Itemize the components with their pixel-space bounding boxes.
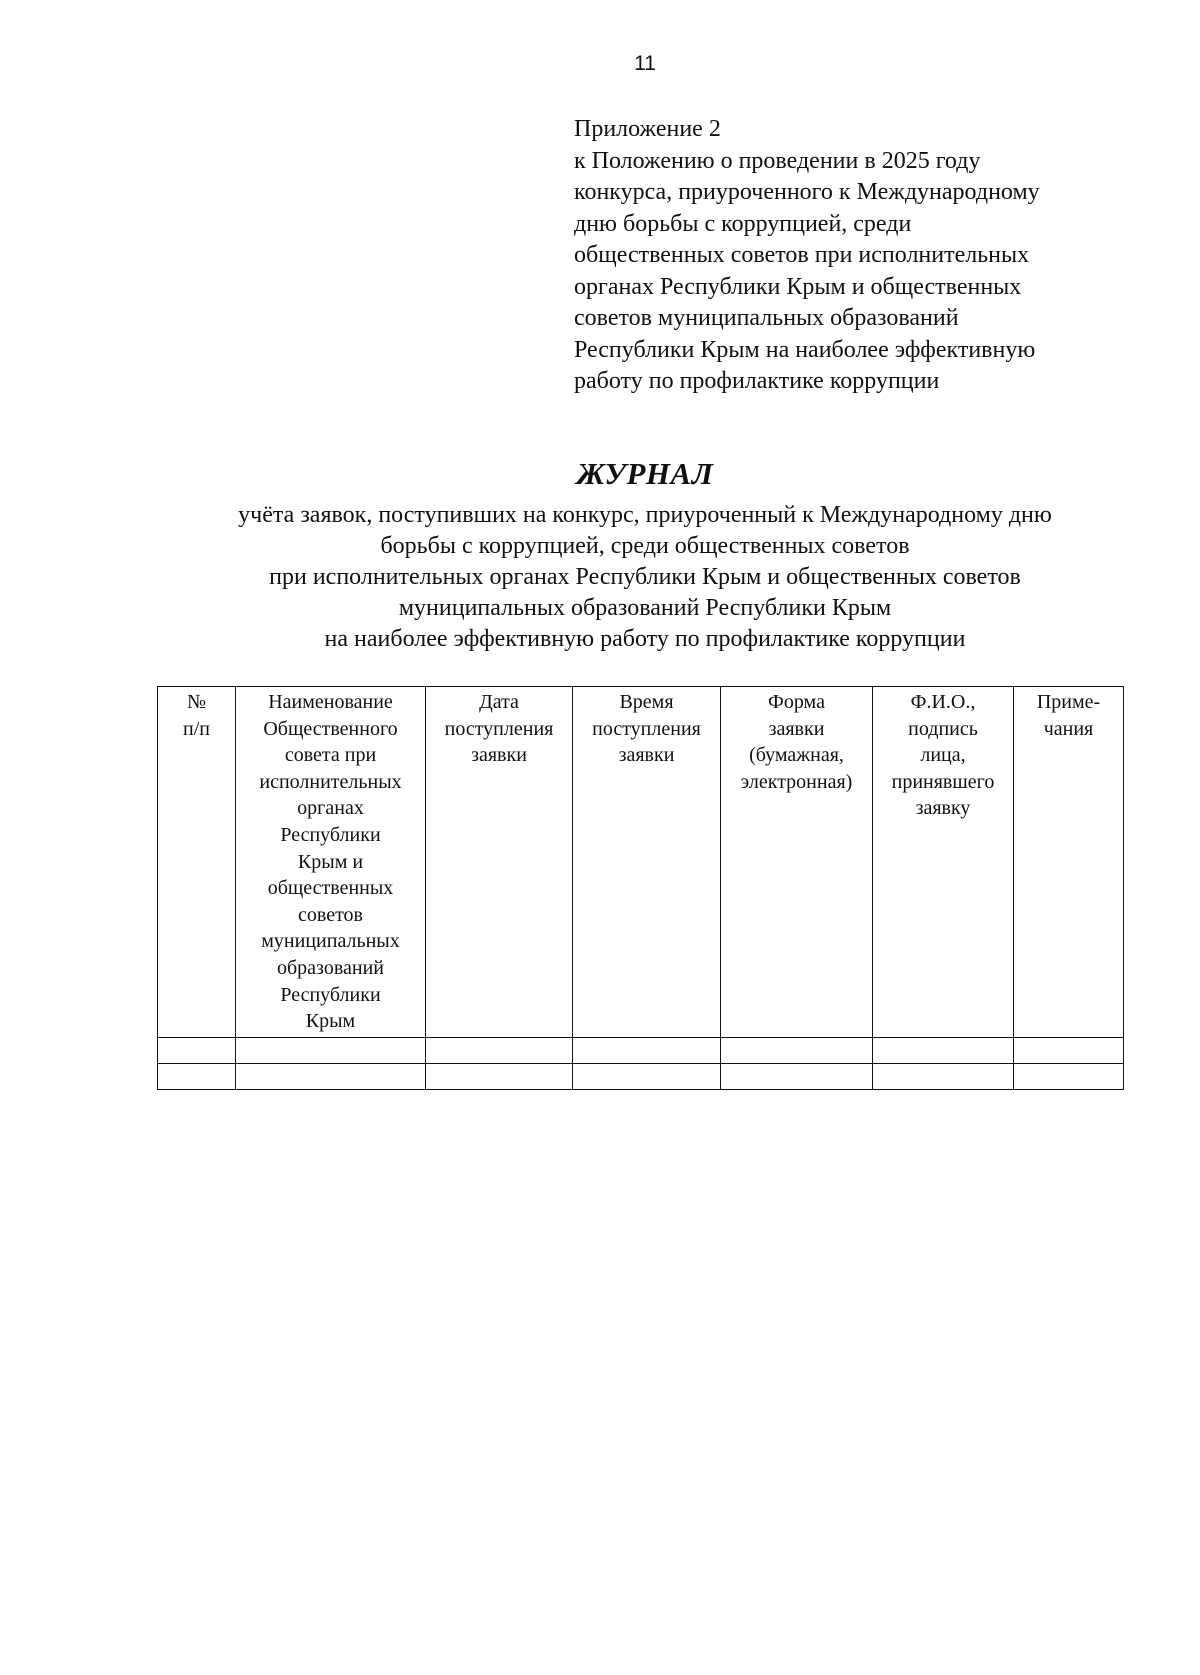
appendix-line: советов муниципальных образований — [574, 305, 959, 331]
page-number: 11 — [634, 52, 656, 75]
table-cell — [236, 1064, 426, 1090]
table-cell — [1014, 1038, 1124, 1064]
subtitle-line: при исполнительных органах Республики Крым и общественных советов — [269, 564, 1021, 590]
header-receipt-time: Время поступления заявки — [573, 687, 721, 1038]
table-cell — [236, 1038, 426, 1064]
appendix-line: работу по профилактике коррупции — [574, 368, 940, 394]
table-cell — [573, 1038, 721, 1064]
table-cell — [721, 1064, 873, 1090]
appendix-line: к Положению о проведении в 2025 году — [574, 147, 981, 174]
appendix-line: Приложение 2 — [574, 116, 721, 142]
appendix-line: Республики Крым на наиболее эффективную — [574, 336, 1036, 363]
header-council-name: Наименование Общественного совета при исполнительных органах Республики Крым и общественных советов муниципальных образований Республики Крым — [236, 687, 426, 1038]
header-receiver-signature: Ф.И.О., подпись лица, принявшего заявку — [873, 687, 1014, 1038]
document-title: ЖУРНАЛ — [576, 456, 714, 491]
table-cell — [158, 1064, 236, 1090]
table-cell — [573, 1064, 721, 1090]
table-cell — [873, 1038, 1014, 1064]
appendix-line: органах Республики Крым и общественных — [574, 273, 1022, 300]
subtitle-line: учёта заявок, поступивших на конкурс, приуроченный к Международному дню — [238, 502, 1052, 528]
subtitle-line: борьбы с коррупцией, среди общественных советов — [380, 533, 910, 559]
header-receipt-date: Дата поступления заявки — [426, 687, 573, 1038]
table-cell — [873, 1064, 1014, 1090]
table-header-row — [158, 687, 1124, 1038]
table-row — [158, 1038, 1124, 1064]
subtitle-line: на наиболее эффективную работу по профилактике коррупции — [324, 626, 966, 652]
table-cell — [426, 1064, 573, 1090]
table-row — [158, 1064, 1124, 1090]
header-notes: Приме- чания — [1014, 687, 1124, 1038]
table-cell — [1014, 1064, 1124, 1090]
table-cell — [721, 1038, 873, 1064]
table-cell — [426, 1038, 573, 1064]
applications-register-table — [157, 686, 1124, 1090]
header-number: № п/п — [158, 687, 236, 1038]
header-application-form: Форма заявки (бумажная, электронная) — [721, 687, 873, 1038]
subtitle-line: муниципальных образований Республики Крым — [398, 595, 892, 621]
table-cell — [158, 1038, 236, 1064]
appendix-reference — [574, 114, 1134, 398]
appendix-line: общественных советов при исполнительных — [574, 242, 1030, 268]
appendix-line: конкурса, приуроченного к Международному — [574, 179, 1040, 205]
appendix-line: дню борьбы с коррупцией, среди — [574, 210, 912, 237]
document-subtitle — [150, 500, 1140, 655]
